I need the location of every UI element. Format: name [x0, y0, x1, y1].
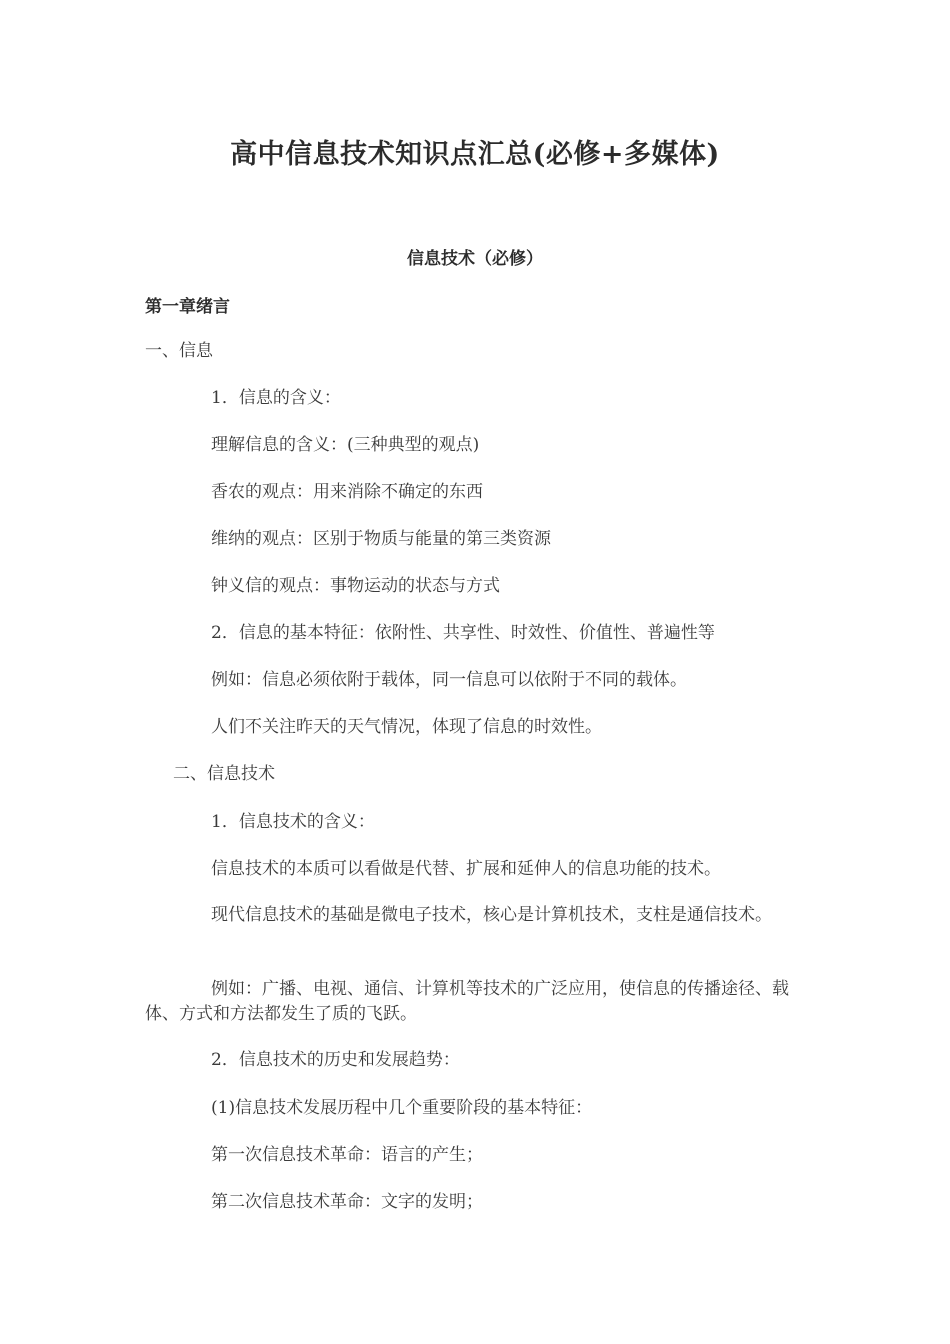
- paragraph: 例如：信息必须依附于载体，同一信息可以依附于不同的载体。: [211, 670, 687, 690]
- subsection-heading: 2．信息技术的历史和发展趋势：: [211, 1050, 460, 1070]
- paragraph: 钟义信的观点：事物运动的状态与方式: [211, 576, 500, 596]
- paragraph: 第一次信息技术革命：语言的产生；: [211, 1145, 483, 1165]
- section-subtitle: 信息技术（必修）: [407, 249, 543, 269]
- paragraph: 维纳的观点：区别于物质与能量的第三类资源: [211, 529, 551, 549]
- paragraph: (1)信息技术发展历程中几个重要阶段的基本特征：: [211, 1098, 593, 1118]
- subsection-heading: 1．信息的含义：: [211, 388, 341, 408]
- chapter-heading: 第一章绪言: [145, 297, 230, 317]
- paragraph: 现代信息技术的基础是微电子技术，核心是计算机技术，支柱是通信技术。: [211, 905, 772, 925]
- paragraph: 理解信息的含义：(三种典型的观点): [211, 435, 480, 455]
- paragraph: 第二次信息技术革命：文字的发明；: [211, 1192, 483, 1212]
- paragraph: 香农的观点：用来消除不确定的东西: [211, 482, 483, 502]
- document-title: 高中信息技术知识点汇总(必修+多媒体): [230, 139, 720, 170]
- section-heading: 一、信息: [145, 341, 213, 361]
- subsection-heading: 2．信息的基本特征：依附性、共享性、时效性、价值性、普遍性等: [211, 623, 715, 643]
- paragraph: 例如：广播、电视、通信、计算机等技术的广泛应用，使信息的传播途径、载体、方式和方法都发生了质的飞跃。: [145, 979, 789, 1024]
- section-heading: 二、信息技术: [173, 764, 275, 784]
- paragraph: 信息技术的本质可以看做是代替、扩展和延伸人的信息功能的技术。: [211, 859, 721, 879]
- paragraph: 人们不关注昨天的天气情况，体现了信息的时效性。: [211, 717, 602, 737]
- subsection-heading: 1．信息技术的含义：: [211, 812, 375, 832]
